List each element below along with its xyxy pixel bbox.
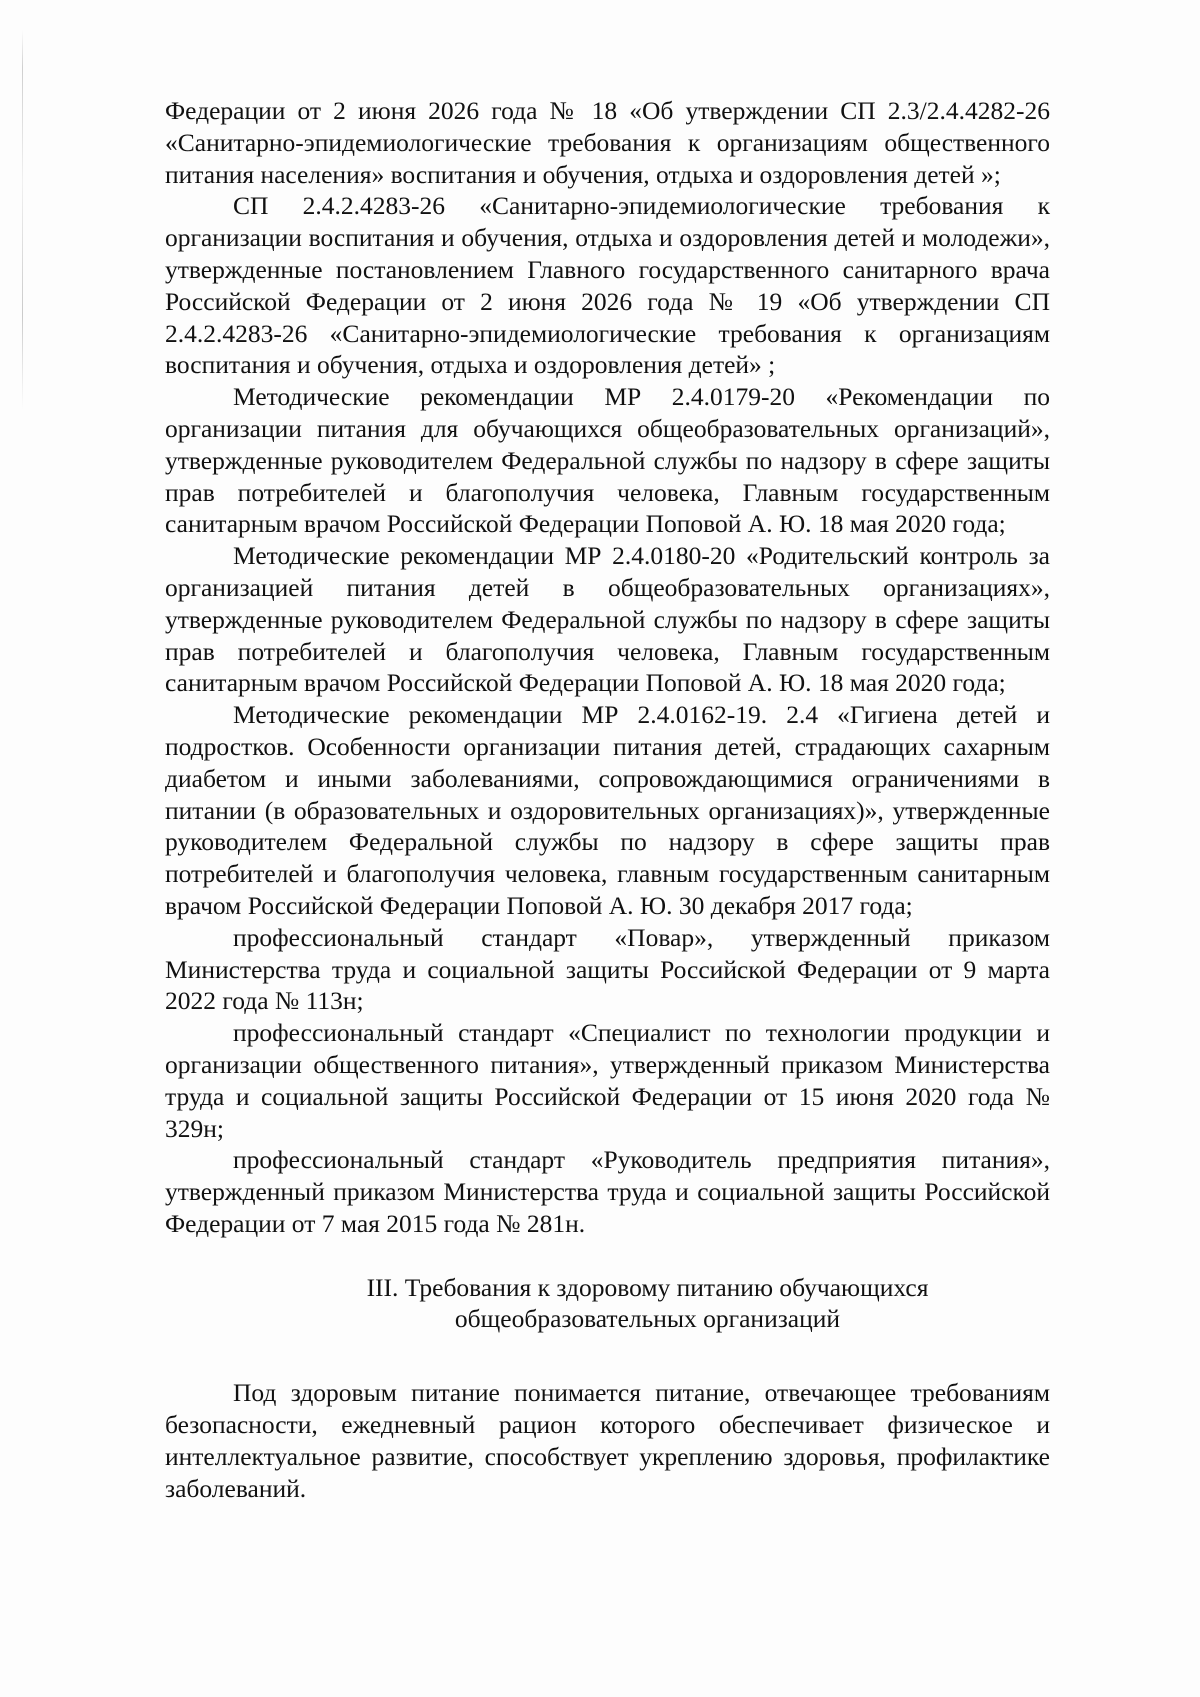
paragraph-standard-technologist: профессиональный стандарт «Специалист по технологии продукции и организации общественного питания», утвержденный приказом Министерства труда и социальной защиты Российской Федерации от 15 июня 2020 года № 329н;: [165, 1018, 1050, 1143]
paragraph-mr-2-4-0179-20: Методические рекомендации МР 2.4.0179-20 «Рекомендации по организации питания для обучающихся общеобразовательных организаций», утвержденные руководителем Федеральной службы по надзору в сфере защиты прав потребителей и благополучия человека, Главным государственным санитарным врачом Российской Федерации Поповой А. Ю. 18 мая 2020 года;: [165, 382, 1050, 539]
paragraph-mr-2-4-0180-20: Методические рекомендации МР 2.4.0180-20 «Родительский контроль за организацией питания детей в общеобразовательных организациях», утвержденные руководителем Федеральной службы по надзору в сфере защиты прав потребителей и благополучия человека, Главным государственным санитарным врачом Российской Федерации Поповой А. Ю. 18 мая 2020 года;: [165, 541, 1050, 698]
section-heading-line-2: общеобразовательных организаций: [454, 1304, 841, 1334]
section-heading: [165, 1272, 1050, 1336]
paragraph-mr-2-4-0162-19: Методические рекомендации МР 2.4.0162-19. 2.4 «Гигиена детей и подростков. Особенности организации питания детей, страдающих сахарным диабетом и иными заболеваниями, сопровождающимися ограничениями в питании (в образовательных и оздоровительных организациях)», утвержденные руководителем Федеральной службы по надзору в сфере защиты прав потребителей и благополучия человека, главным государственным санитарным врачом Российской Федерации Поповой А. Ю. 30 декабря 2017 года;: [165, 700, 1050, 920]
document-body: [165, 95, 1050, 1504]
paragraph-standard-povar: профессиональный стандарт «Повар», утвержденный приказом Министерства труда и социальной защиты Российской Федерации от 9 марта 2022 года № 113н;: [165, 922, 1050, 1016]
paragraph-sp-2-4-2-4283-26: СП 2.4.2.4283-26 «Санитарно-эпидемиологические требования к организации воспитания и обучения, отдыха и оздоровления детей и молодежи», утвержденные постановлением Главного государственного санитарного врача Российской Федерации от 2 июня 2026 года № 19 «Об утверждении СП 2.4.2.4283-26 «Санитарно-эпидемиологические требования к организациям воспитания и обучения, отдыха и оздоровления детей» ;: [165, 191, 1050, 380]
section-body-paragraph: Под здоровым питание понимается питание, отвечающее требованиям безопасности, ежедневный рацион которого обеспечивает физическое и интеллектуальное развитие, способствует укреплению здоровья, профилактике заболеваний.: [165, 1378, 1050, 1503]
paragraph-standard-manager: профессиональный стандарт «Руководитель предприятия питания», утвержденный приказом Министерства труда и социальной защиты Российской Федерации от 7 мая 2015 года № 281н.: [165, 1145, 1050, 1238]
scan-edge-mark: [22, 30, 23, 410]
section-heading-line-1: III. Требования к здоровому питанию обучающихся: [366, 1272, 929, 1302]
paragraph-continuation: Федерации от 2 июня 2026 года № 18 «Об утверждении СП 2.3/2.4.4282-26 «Санитарно-эпидемиологические требования к организациям общественного питания населения» воспитания и обучения, отдыха и оздоровления детей »;: [165, 96, 1050, 189]
